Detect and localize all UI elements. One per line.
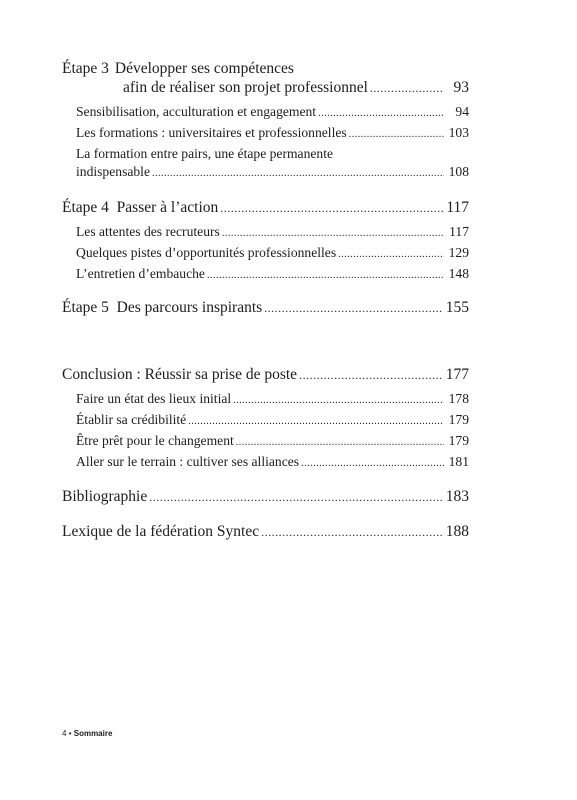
dot-leader — [301, 458, 444, 469]
entry-title: Lexique de la fédération Syntec — [62, 523, 260, 540]
dot-leader — [338, 249, 444, 260]
step-title: Des parcours inspirants — [116, 299, 263, 316]
toc-step-3 — [62, 60, 469, 180]
dot-leader — [261, 525, 443, 540]
step-title-line1: Développer ses compétences — [114, 60, 294, 77]
dot-leader — [233, 395, 444, 406]
step-label: Étape 3 — [62, 60, 109, 77]
toc-step-5 — [62, 299, 469, 317]
page-footer — [62, 729, 112, 738]
page-number: 188 — [445, 523, 469, 540]
entry-line2 — [76, 164, 469, 180]
page-number: 183 — [445, 488, 469, 505]
entry-title: L’entretien d’embauche — [76, 266, 205, 281]
toc-step-4 — [62, 199, 469, 282]
entry-title: Bibliographie — [62, 488, 148, 505]
page-number: 108 — [448, 164, 469, 179]
footer-page-number: 4 — [62, 729, 67, 738]
toc-entry-step-4[interactable] — [62, 199, 469, 217]
dot-leader — [370, 81, 444, 96]
page-number: 117 — [449, 224, 469, 239]
step-label: Étape 5 — [62, 299, 109, 316]
toc-entry[interactable] — [62, 454, 469, 470]
entry-title: Sensibilisation, acculturation et engagement — [76, 104, 317, 119]
toc-step-3-heading — [62, 60, 469, 78]
toc-entry[interactable] — [62, 245, 469, 261]
entry-title-line2: indispensable — [76, 164, 150, 179]
dot-leader — [207, 270, 444, 281]
footer-section: Sommaire — [73, 729, 113, 738]
toc-entry-lexicon[interactable] — [62, 523, 469, 541]
entry-title: Établir sa crédibilité — [76, 412, 187, 427]
toc-bibliography — [62, 488, 469, 506]
toc-lexicon — [62, 523, 469, 541]
step-title-line2: afin de réaliser son projet professionnel — [123, 79, 368, 96]
page-number: 179 — [448, 433, 469, 448]
dot-leader — [152, 168, 444, 179]
entry-title: Être prêt pour le changement — [76, 433, 234, 448]
dot-leader — [220, 201, 443, 216]
toc-entry-wrapped[interactable] — [62, 146, 469, 180]
dot-leader — [149, 490, 443, 505]
page-number: 93 — [453, 79, 469, 96]
step-heading-text — [62, 199, 218, 217]
step-heading-text — [62, 299, 262, 317]
entry-title: Aller sur le terrain : cultiver ses alliances — [76, 454, 300, 469]
toc-entry[interactable] — [62, 433, 469, 449]
toc-entry[interactable] — [62, 224, 469, 240]
toc-entry[interactable] — [62, 266, 469, 282]
toc-entry-conclusion[interactable] — [62, 366, 469, 384]
entry-title: Faire un état des lieux initial — [76, 391, 232, 406]
page-number: 181 — [448, 454, 469, 469]
toc-entry-bibliography[interactable] — [62, 488, 469, 506]
toc-conclusion — [62, 366, 469, 470]
toc-entry-step-3[interactable] — [62, 79, 469, 97]
page-number: 178 — [448, 391, 469, 406]
step-label: Étape 4 — [62, 199, 109, 216]
entry-title: Les attentes des recruteurs — [76, 224, 220, 239]
dot-leader — [236, 437, 444, 448]
toc-entry[interactable] — [62, 104, 469, 120]
dot-leader — [188, 416, 444, 427]
toc-entry[interactable] — [62, 125, 469, 141]
entry-title: Les formations : universitaires et professionnelles — [76, 125, 347, 140]
dot-leader — [264, 301, 443, 316]
entry-title: Quelques pistes d’opportunités professionnelles — [76, 245, 337, 260]
page-number: 103 — [448, 125, 469, 140]
dot-leader — [299, 368, 443, 383]
dot-leader — [222, 228, 444, 239]
entry-title: Conclusion : Réussir sa prise de poste — [62, 366, 298, 383]
page-number: 129 — [448, 245, 469, 260]
dot-leader — [318, 108, 444, 119]
toc-entry[interactable] — [62, 391, 469, 407]
dot-leader — [349, 129, 444, 140]
footer-separator: • — [68, 729, 72, 738]
page-number: 148 — [448, 266, 469, 281]
toc-entry-step-5[interactable] — [62, 299, 469, 317]
step-title: Passer à l’action — [116, 199, 219, 216]
page-number: 117 — [446, 199, 469, 216]
page-number: 94 — [455, 104, 469, 119]
entry-title-line1: La formation entre pairs, une étape permanente — [76, 146, 334, 161]
page-number: 155 — [445, 299, 469, 316]
page-number: 179 — [448, 412, 469, 427]
page-number: 177 — [445, 366, 469, 383]
toc-entry[interactable] — [62, 412, 469, 428]
